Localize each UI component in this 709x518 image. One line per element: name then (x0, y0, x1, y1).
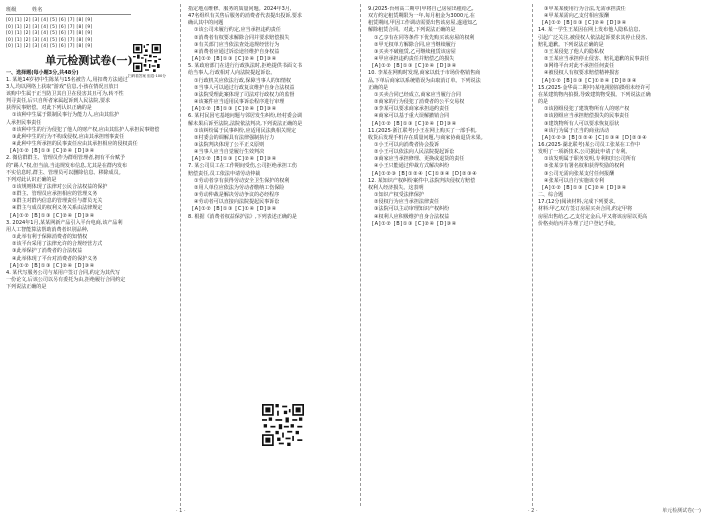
statement-option: ③此种中生的行为不构成侵权,应由其承担刑事责任 (12, 133, 125, 140)
statement-option: ①小王可以向消费者协会投诉 (374, 141, 440, 148)
answer-options: [A]①② [B]①③ [C]②④ [D]③④ (10, 262, 95, 269)
statement-option: ②当事人可以通过行政复议维护自身合法权益 (194, 84, 295, 91)
qr-code-icon[interactable] (133, 44, 161, 72)
question-text-line: 赔偿责任,员工依法申请劳动仲裁 (188, 170, 261, 177)
question-text-line: 一份论文,后该公司以另有委托为由,拒绝履行合同约定 (6, 277, 126, 284)
answer-options: [A]①② [B]①③ [C]①②④ [D]②③④ (542, 77, 638, 84)
statement-option: ①该剧组侵犯了建筑物所有人的财产权 (544, 106, 630, 113)
statement-option: ②张某享有署名权和获得奖励的权利 (544, 163, 625, 170)
statement-option: ④甲某某需向乙支付相应报酬 (544, 13, 610, 20)
qr-code-icon[interactable] (262, 404, 304, 446)
statement-option: ③建筑物所有人可以要求恢复原状 (544, 120, 620, 127)
answer-options: [A]①② [B]①③ [C]②④ [D]③④ (372, 220, 457, 227)
answer-options: [A]①② [B]①③ [C]②④ [D]③④ (372, 63, 457, 70)
question-text-line: 2. 微信群群主、管理员作为群组管理者,拥有平台赋予 (6, 155, 126, 162)
question-text-line: 赔礼道歉。下列说法正确的是 (538, 41, 604, 48)
statement-option: ②群主、管理员应承担相应的管理义务 (12, 191, 98, 198)
statement-option: ③群主对群内信息的管理责任与群员无关 (12, 198, 103, 205)
question-text-line: 价格卖给丙并办理了过户登记手续。 (538, 220, 619, 227)
statement-option: ④该案件应当适用民事诉讼程序进行审理 (194, 99, 285, 106)
statement-option: ③有关部门应当依法查处违规经营行为 (194, 41, 280, 48)
statement-option: ③劳动仲裁是解决劳动争议的必经程序 (194, 192, 280, 199)
statement-option: ④甲应承担违约责任并赔偿乙的损失 (374, 56, 455, 63)
statement-option: ③商家应当承担修理、更换或退货的责任 (374, 156, 465, 163)
question-text-line: 14. 某一学生王某因在网上发布他人隐私信息, (538, 27, 641, 34)
question-text-line: 在某建筑物内拍摄,导致建筑物受损。下列说法正确 (538, 91, 651, 98)
answer-options: [A]①② [B]①③ [C]②④ [D]③④ (192, 156, 277, 163)
question-text-line: 租赁期间,甲因工作调动需要出售该房屋,遂通知乙 (368, 20, 478, 27)
statement-option: ②小王可以依法向人民法院提起诉讼 (374, 149, 455, 156)
statement-option: ①王某侵犯了他人的隐私权 (544, 48, 605, 55)
question-text-line: 人承担民事责任 (6, 119, 42, 126)
question-text-line: 给当事人,行政相对人向法院提起诉讼。 (188, 70, 276, 77)
question-text-line: 16.(2025·湖北联考)某公司员工张某在工作中 (538, 141, 641, 148)
question-text-line: 4. 某代写服务公司与某用户签订合同,约定为其代写 (6, 269, 121, 276)
question-text-line: 判寻责任,后只自所者家属起诉到人民法院,要求 (6, 98, 111, 105)
statement-option: ①知识产权受法律保护 (374, 192, 424, 199)
statement-option: ②村委会的调解具有法律强制执行力 (194, 134, 275, 141)
statement-option: ④张某可以自行实施该专利 (544, 177, 605, 184)
question-text-line: 权利人经济损失。这表明 (368, 184, 424, 191)
question-text-line: 下列对此认识正确的是 (6, 176, 57, 183)
statement-option: ①该公司未履行约定,应当承担违约责任 (194, 27, 281, 34)
statement-option: ④被侵权人有权要求赔偿精神损害 (544, 70, 620, 77)
question-text-line: 指定地点维修、服务的质量问题。2024年3月, (188, 6, 292, 12)
question-text-line: 7. 某公司员工在工作期间受伤,公司拒绝承担工伤 (188, 163, 297, 170)
statement-option: ③法院受理此案体现了司法对行政权力的监督 (194, 91, 295, 98)
question-text-line: 3. 2024年1月,某某网新产品引入平台电商,该产品利 (6, 219, 123, 226)
question-text-line: 的是 (538, 99, 549, 106)
statement-option: ④权利人应积极维护自身合法权益 (374, 213, 450, 220)
statement-option: ④劳动者可以直接向法院提起民事诉讼 (194, 199, 280, 206)
qr-caption: 扫码看答案 组卷·100分 (128, 74, 166, 78)
question-text-line: 二、综合题 (538, 192, 564, 199)
question-text-line: 该购中生属于正当防卫其自卫在侵害其且可为,转不性 (6, 90, 124, 97)
column-divider (360, 4, 361, 506)
column-2-body (188, 6, 352, 221)
statement-option: ②王某应当承担停止侵害、赔礼道歉的民事责任 (544, 56, 650, 63)
name-label: 姓名 (32, 7, 43, 13)
statement-option: ③甲某某使用行为合法,无需承担责任 (544, 6, 626, 12)
statement-option: ①该纠纷属于民事纠纷,应适用民法典相关规定 (194, 127, 297, 134)
statement-option: ②该平台采用了法律允许的合规经营方式 (12, 241, 103, 248)
answer-options: [A]①② [B]①③ [C]②④ [D]③④ (542, 184, 627, 191)
question-text-line: 8. 根据《消费者权益保护法》,下列表述正确的是 (188, 213, 297, 220)
statement-option: ③法院可以主动审理知识产权纠纷 (374, 206, 450, 213)
statement-option: ③法院判决体现了公平正义原则 (194, 141, 265, 148)
statement-option: ④群主与成员的权利义务关系由法律规定 (12, 205, 103, 212)
column-divider (180, 4, 181, 506)
statement-option: ②商家的行为侵犯了消费者的公平交易权 (374, 99, 465, 106)
answer-options: [A]①② [B]①③ [C]②④ [D]③④ (192, 56, 277, 63)
statement-option: ②甲无权单方解除合同,应当继续履行 (374, 41, 456, 48)
question-text-line: 5. 某政府部门在进行行政执法时,拒绝提供书面文书 (188, 63, 303, 70)
statement-option: ③网络平台对此不承担任何责任 (544, 63, 615, 70)
question-text-line: 解未果后诉至法院,法院依法判决,下列说法正确的是 (188, 120, 303, 127)
statement-option: ④此种中生所承担的民事责任应由其承担相应的侵权责任 (12, 141, 138, 148)
answer-grid-row: [0] [1] [2] [3] [4] [5] [6] [7] [8] [9] (6, 31, 93, 36)
answer-options: [A]①② [B]①③ [C]②④ [D]③④ (372, 120, 457, 127)
question-text-line: 确认其中的问题 (188, 20, 224, 27)
statement-option: ③李某可以要求商家承担违约责任 (374, 106, 450, 113)
question-text-line: 获得民事赔偿。对此下列认识正确的是 (6, 105, 92, 112)
statement-option: ④该行为属于正当的商业活动 (544, 127, 610, 134)
class-label: 班级 (6, 7, 17, 13)
column-3-body (368, 6, 526, 228)
statement-option: ①行政机关应依法行政,保障当事人的知情权 (194, 77, 291, 84)
question-text-line: 房屋出售给乙,乙支付定金后,甲又将该房屋以更高 (538, 213, 648, 220)
statement-option: ②用人单位应依法为劳动者缴纳工伤保险 (194, 184, 285, 191)
question-text-line: 用人工智能算法帮助消费者识别品种, (6, 226, 89, 233)
question-text-line: 品,下单后商家以系统错误为由取消订单。下列说法 (368, 77, 481, 84)
statement-option: ②消费者有权要求解除合同并要求赔偿损失 (194, 34, 290, 41)
student-info-line (6, 6, 131, 15)
statement-option: ④小王只能通过仲裁方式解决纠纷 (374, 163, 450, 170)
question-text-line: 15.(2025·金华高二期中)某电视剧拍摄组未经许可 (538, 84, 651, 91)
section-heading: 一、选择题(每小题3分,共48分) (6, 69, 79, 76)
statement-option: ①该规则体现了法律对公民合法权益的保护 (12, 184, 108, 190)
column-1 (6, 6, 172, 504)
column-3 (368, 6, 526, 504)
answer-grid-row: [0] [1] [2] [3] [4] [5] [6] [7] [8] [9] (6, 24, 93, 30)
statement-option: ④当事人应当自觉履行生效判决 (194, 149, 265, 156)
statement-option: ①该种中生属于限制民事行为能力人,应由其监护 (12, 112, 120, 119)
answer-options: [A]①②③ [B]①②④ [C]①③④ [D]②③④ (372, 170, 478, 177)
page-title: 单元检测试卷(一) (45, 53, 133, 67)
statement-option: ②侵权行为应当承担法律责任 (374, 199, 440, 206)
question-text-line: 的“踢人”权,但当前,当违规发布信息,尤其是在群内发布 (6, 162, 128, 169)
question-text-line: 1. 某地14岁初中生陈某与15名被告人,用扣费方法通过 (6, 76, 128, 83)
question-text-line: 17.(12分)阅读材料,完成下列要求。 (538, 199, 619, 206)
page-number: · 2 · (528, 508, 538, 514)
statement-option: ①此举有利于保障消费者的知情权 (12, 234, 88, 241)
question-text-line: 发明了一项新技术,公司据此申请了专利。 (538, 149, 631, 156)
column-1-body (6, 77, 172, 292)
column-divider (532, 4, 533, 506)
answer-grid-row: [0] [1] [2] [3] [4] [5] [6] [7] [8] [9] (6, 37, 93, 43)
question-text-line: 不实信息时,群主、管理员可以删除信息、移除成员。 (6, 169, 124, 176)
statement-option: ①乙享有在同等条件下优先购买该房屋的权利 (374, 34, 475, 41)
question-text-line: 下列说法正确的是 (6, 284, 47, 291)
question-text-line: 9.(2025·台州高二期中)甲将自己房屋出租给乙, (368, 6, 474, 12)
statement-option: ①劳动者享有获得劳动安全卫生保护的权利 (194, 177, 290, 184)
statement-option: ④商家可以基于重大误解撤销合同 (374, 113, 450, 120)
answer-options: [A]①②③ [B]①②④ [C]①③④ [D]②③④ (542, 134, 648, 141)
answer-options: [A]①② [B]①③ [C]②④ [D]③④ (10, 148, 95, 155)
answer-grid-row: [0] [1] [2] [3] [4] [5] [6] [7] [8] [9] (6, 44, 93, 49)
question-text-line: 10. 李某在网购时发现,商家以低于市场价格销售商 (368, 70, 481, 77)
answer-options: [A]①② [B]①③ [C]②④ [D]③④ (192, 106, 277, 113)
question-text-line: 6. 某村民因宅基地问题与邻居发生纠纷,经村委会调 (188, 113, 303, 120)
statement-option: ③公司无需向张某支付任何报酬 (544, 170, 615, 177)
statement-option: ①该发明属于职务发明,专利权归公司所有 (544, 156, 636, 163)
question-text-line: 11.(2025·浙江联考)小王在网上购买了一部手机, (368, 127, 477, 134)
column-4 (538, 6, 704, 504)
question-text-line: 材料:甲乙双方签订房屋买卖合同,约定甲将 (538, 206, 633, 213)
question-text-line: 收货后发现手机存在质量问题,与商家协商退货未果。 (368, 134, 486, 141)
question-text-line: 47名组织有关售后服务的消费者代表提出投诉,要求 (188, 13, 303, 20)
column-4-body (538, 6, 704, 228)
question-text-line: 双方约定租赁期限为一年,每月租金为3000元,在 (368, 13, 475, 20)
statement-option: ②该种中生的行为侵犯了他人的财产权,应由其监护人承担民事赔偿 (12, 126, 160, 133)
answer-options: [A]①② [B]①③ [C]①④ [D]③④ (192, 206, 277, 213)
statement-option: ③买卖不破租赁,乙可继续租赁该房屋 (374, 48, 456, 55)
statement-option: ②该剧组应当承担赔偿损失的民事责任 (544, 113, 630, 120)
question-text-line: 3人,均以网络上获取“游戏”信息,小孩在情况且放日 (6, 83, 119, 90)
statement-option: ①买卖合同已经成立,商家应当履行合同 (374, 91, 461, 98)
answer-options: [A]①② [B]①③ [C]②④ [D]③④ (10, 212, 95, 219)
answer-options: [A]①② [B]①③ [C]②④ [D]③④ (542, 20, 627, 27)
question-text-line: 引起广泛关注,被侵权人依法起诉要求其停止侵害、 (538, 34, 651, 41)
question-text-line: 12. 某知识产权纠纷案件中,法院判决侵权方赔偿 (368, 177, 476, 184)
statement-option: ④此举体现了平台对消费者的保护义务 (12, 255, 98, 262)
footer-tag: 单元检测试卷(一) (662, 508, 701, 514)
answer-grid-row: [0] [1] [2] [3] [4] [5] [6] [7] [8] [9] (6, 18, 93, 23)
statement-option: ③此举保护了消费者的合法权益 (12, 248, 83, 255)
question-text-line: 解除租赁合同。对此,下列说法正确的是 (368, 27, 456, 34)
page-number: · 1 · (176, 508, 186, 514)
statement-option: ④消费者应通过诉讼途径维护自身权益 (194, 48, 280, 55)
question-text-line: 正确的是 (368, 84, 389, 91)
